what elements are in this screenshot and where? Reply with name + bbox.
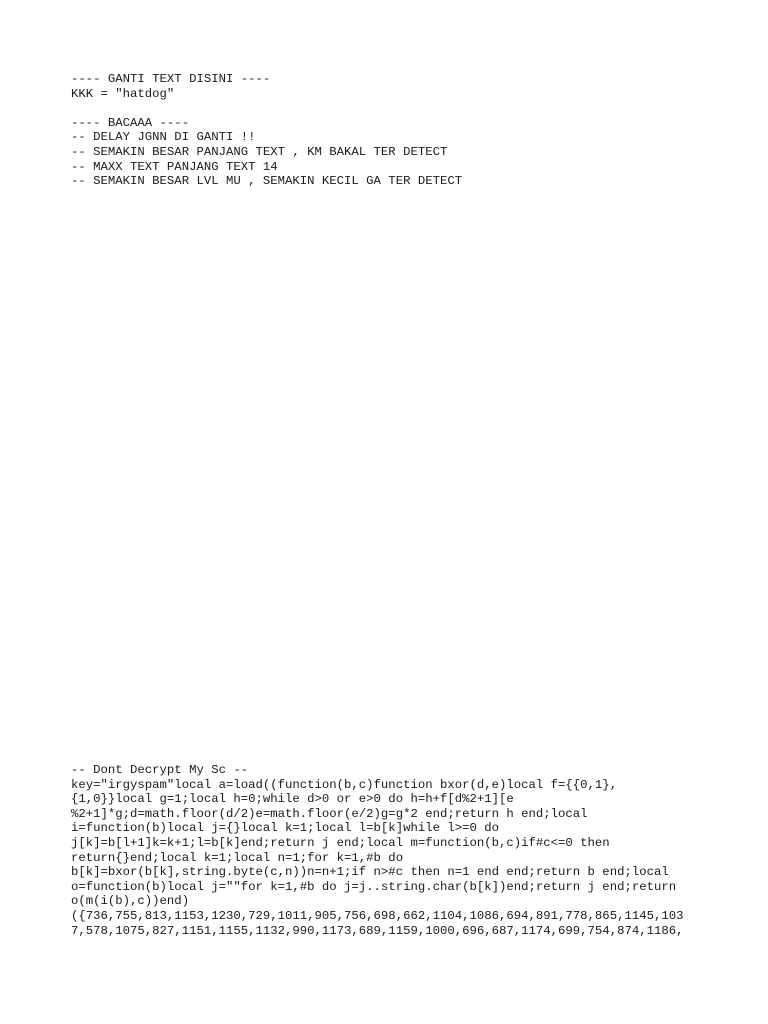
section-header-line: ---- GANTI TEXT DISINI ---- <box>71 72 271 86</box>
config-value-line: KKK = "hatdog" <box>71 86 175 101</box>
code-line: i=function(b)local j={}local k=1;local l=b[k]while l>=0 do <box>71 821 500 836</box>
code-data-line: 7,578,1075,827,1151,1155,1132,990,1173,689,1159,1000,696,687,1174,699,754,874,1186, <box>71 923 684 938</box>
note-line: -- SEMAKIN BESAR LVL MU , SEMAKIN KECIL GA TER DETECT <box>71 174 463 189</box>
code-line: b[k]=bxor(b[k],string.byte(c,n))n=n+1;if n>#c then n=1 end end;return b end;local <box>71 865 669 880</box>
code-comment-line: -- Dont Decrypt My Sc -- <box>71 763 249 777</box>
code-line: key="irgyspam"local a=load((function(b,c)function bxor(d,e)local f={{0,1}, <box>71 777 618 792</box>
blank-line <box>71 101 711 116</box>
note-line: -- DELAY JGNN DI GANTI !! <box>71 130 256 145</box>
code-line: o(m(i(b),c))end) <box>71 894 190 909</box>
code-line: return{}end;local k=1;local n=1;for k=1,#b do <box>71 850 404 865</box>
code-text-block <box>71 763 711 938</box>
code-line: j[k]=b[l+1]k=k+1;l=b[k]end;return j end;local m=function(b,c)if#c<=0 then <box>71 835 610 850</box>
config-text-block <box>71 72 711 189</box>
code-line: o=function(b)local j=""for k=1,#b do j=j..string.char(b[k])end;return j end;return <box>71 879 677 894</box>
note-line: -- MAXX TEXT PANJANG TEXT 14 <box>71 159 278 174</box>
code-data-line: ({736,755,813,1153,1230,729,1011,905,756,698,662,1104,1086,694,891,778,865,1145,103 <box>71 908 684 923</box>
code-line: {1,0}}local g=1;local h=0;while d>0 or e>0 do h=h+f[d%2+1][e <box>71 792 514 807</box>
code-line: %2+1]*g;d=math.floor(d/2)e=math.floor(e/2)g=g*2 end;return h end;local <box>71 806 588 821</box>
notes-header-line: ---- BACAAA ---- <box>71 115 190 130</box>
note-line: -- SEMAKIN BESAR PANJANG TEXT , KM BAKAL TER DETECT <box>71 144 448 159</box>
